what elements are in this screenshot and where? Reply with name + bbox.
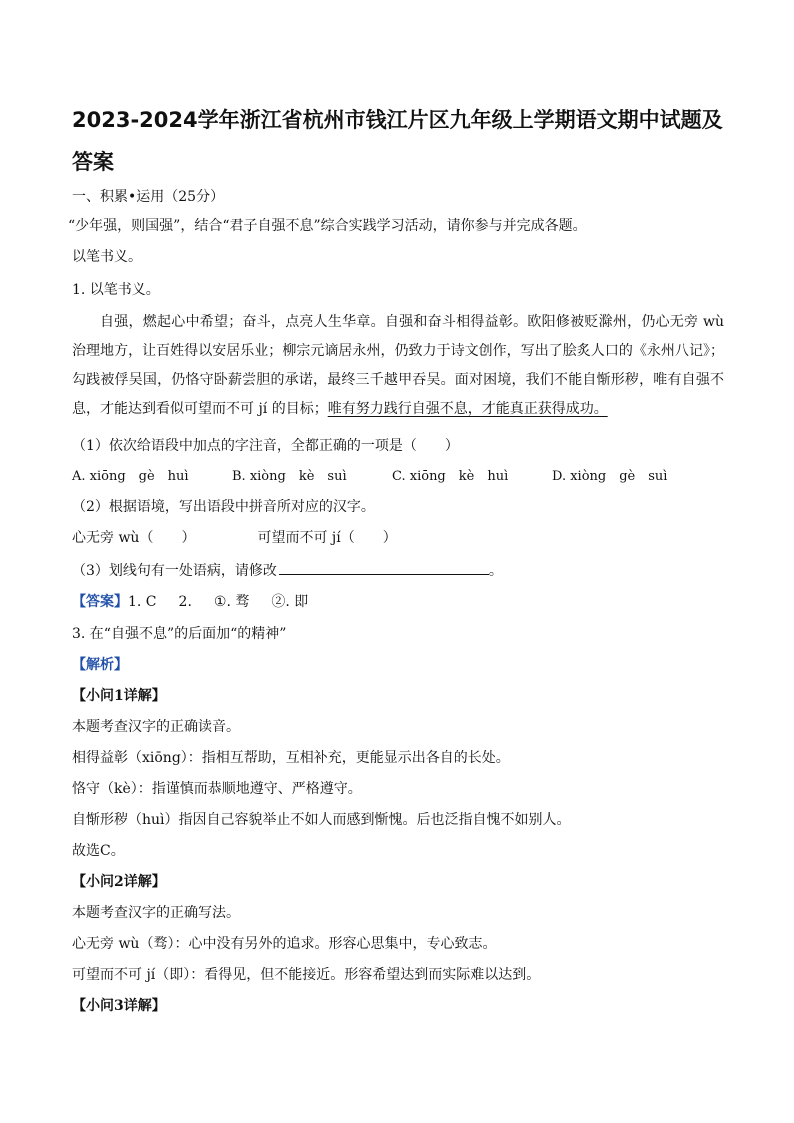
answer-2a: ①. 骛 bbox=[213, 594, 250, 610]
detail-1-line: 恪守（kè）：指谨慎而恭顺地遵守、严格遵守。 bbox=[72, 781, 362, 797]
detail-1-label: 【小问1详解】 bbox=[72, 688, 166, 704]
section-heading: 一、积累•运用（25分） bbox=[72, 189, 225, 205]
detail-1-line: 相得益彰（xiōng）：指相互帮助，互相补充，更能显示出各自的长处。 bbox=[72, 750, 510, 766]
option-d: D. xiòng gè suì bbox=[552, 469, 668, 484]
detail-1-line: 故选C。 bbox=[72, 843, 125, 859]
answer-blank-line bbox=[279, 560, 489, 575]
detail-1-line: 自惭形秽（huì）指因自己容貌举止不如人而感到惭愧。后也泛指自愧不如别人。 bbox=[72, 812, 571, 828]
options-row bbox=[72, 467, 712, 487]
question-1-2: （2）根据语境，写出语段中拼音所对应的汉字。 bbox=[72, 499, 375, 515]
option-a: A. xiōng gè huì bbox=[72, 469, 189, 484]
question-1-3 bbox=[72, 560, 503, 581]
detail-1-line: 本题考查汉字的正确读音。 bbox=[72, 719, 240, 735]
detail-2-line: 可望而不可 jí（即）：看得见，但不能接近。形容希望达到而实际难以达到。 bbox=[72, 967, 541, 983]
question-1-3-text: （3）划线句有一处语病，请修改 bbox=[72, 563, 277, 579]
answer-1: 1. C bbox=[128, 594, 157, 610]
page-title: 2023-2024学年浙江省杭州市钱江片区九年级上学期语文期中试题及答案 bbox=[72, 108, 723, 174]
answer-3: 3. 在“自强不息”的后面加“的精神” bbox=[72, 626, 287, 642]
option-c: C. xiōng kè huì bbox=[392, 469, 509, 484]
passage-main: 自强，燃起心中希望；奋斗，点亮人生华章。自强和奋斗相得益彰。欧阳修被贬滁州，仍心无旁 wù 治理地方，让百姓得以安居乐业；柳宗元谪居永州，仍致力于诗文创作，写出了脍炙人口的《永州八记》；勾践被俘吴国，仍恪守卧薪尝胆的承诺，最终三千越甲吞吴。面对困境，我们不能自惭形秽，唯有自强不息，才能达到看似可望而不可 jí 的目标； bbox=[72, 314, 724, 417]
detail-2-line: 本题考查汉字的正确写法。 bbox=[72, 905, 240, 921]
question-1-3-end: 。 bbox=[488, 563, 503, 579]
detail-2-line: 心无旁 wù（骛）：心中没有另外的追求。形容心思集中，专心致志。 bbox=[72, 936, 497, 952]
answer-2b: ②. 即 bbox=[271, 594, 309, 610]
question-1-heading: 1. 以笔书义。 bbox=[72, 282, 160, 298]
sub-heading: 以笔书义。 bbox=[72, 249, 142, 265]
detail-3-label: 【小问3详解】 bbox=[72, 998, 166, 1014]
option-b: B. xiòng kè suì bbox=[232, 469, 347, 484]
question-1-1: （1）依次给语段中加点的字注音，全都正确的一项是（ ） bbox=[72, 438, 459, 454]
underlined-sentence: 唯有努力践行自强不息，才能真正获得成功。 bbox=[327, 401, 608, 417]
blank-a: 心无旁 wù（ ） bbox=[72, 530, 196, 546]
question-1-2-blanks bbox=[72, 528, 397, 548]
analysis-label: 【解析】 bbox=[72, 657, 128, 673]
answer-2: 2. bbox=[178, 594, 192, 610]
detail-2-label: 【小问2详解】 bbox=[72, 874, 166, 890]
blank-b: 可望而不可 jí（ ） bbox=[257, 530, 397, 546]
passage bbox=[72, 308, 724, 424]
answer-row bbox=[72, 592, 308, 612]
intro-text: “少年强，则国强”，结合“君子自强不息”综合实践学习活动，请你参与并完成各题。 bbox=[68, 218, 587, 234]
answer-label: 【答案】 bbox=[72, 594, 128, 610]
